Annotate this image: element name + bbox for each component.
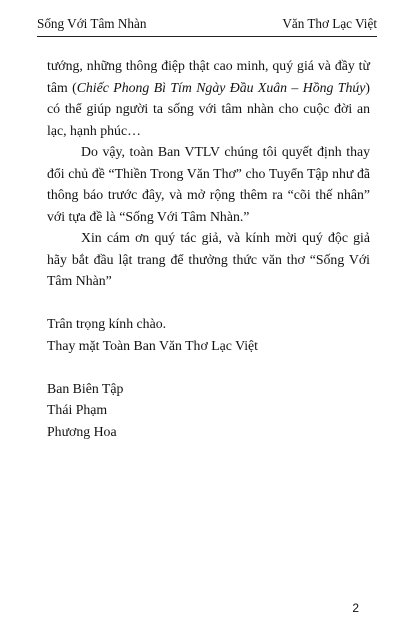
signature-name-2: Phương Hoa <box>47 423 117 439</box>
spacer <box>47 356 370 378</box>
closing-on-behalf: Thay mặt Toàn Ban Văn Thơ Lạc Việt <box>47 337 259 353</box>
paragraph-3: Xin cám ơn quý tác giả, và kính mời quý độc giả hãy bắt đầu lật trang để thưởng thức văn thơ “Sống Với Tâm Nhàn” <box>47 230 370 288</box>
paragraph-2: Do vậy, toàn Ban VTLV chúng tôi quyết định thay đổi chủ đề “Thiền Trong Văn Thơ” cho Tuyển Tập như đã thông báo trước đây, và mở rộng thêm ra “cõi thế nhân” với tựa đề là “Sống Với Tâm Nhàn.” <box>47 144 370 224</box>
page-number: 2 <box>352 601 359 615</box>
signature-name-1: Thái Phạm <box>47 402 108 417</box>
page-body <box>47 55 370 442</box>
header-book-title: Sống Với Tâm Nhàn <box>37 16 147 31</box>
paragraph-1-text-a: tướng, những thông điệp thật cao minh, quý giá và đầy từ tâm ( <box>47 58 370 95</box>
closing-greeting: Trân trọng kính chào. <box>47 316 167 331</box>
paragraph-1-text-b: ) có thể giúp người ta sống với tâm nhàn cho cuộc đời an lạc, hạnh phúc… <box>47 79 370 138</box>
paragraph-1 <box>47 55 370 141</box>
signature-group: Ban Biên Tập <box>47 380 124 396</box>
spacer <box>47 292 370 314</box>
header-rule <box>37 36 377 37</box>
paragraph-1-citation: Chiếc Phong Bì Tím Ngày Đầu Xuân – Hồng Thúy <box>76 79 366 95</box>
running-header <box>37 14 377 34</box>
header-publisher: Văn Thơ Lạc Việt <box>282 16 377 31</box>
